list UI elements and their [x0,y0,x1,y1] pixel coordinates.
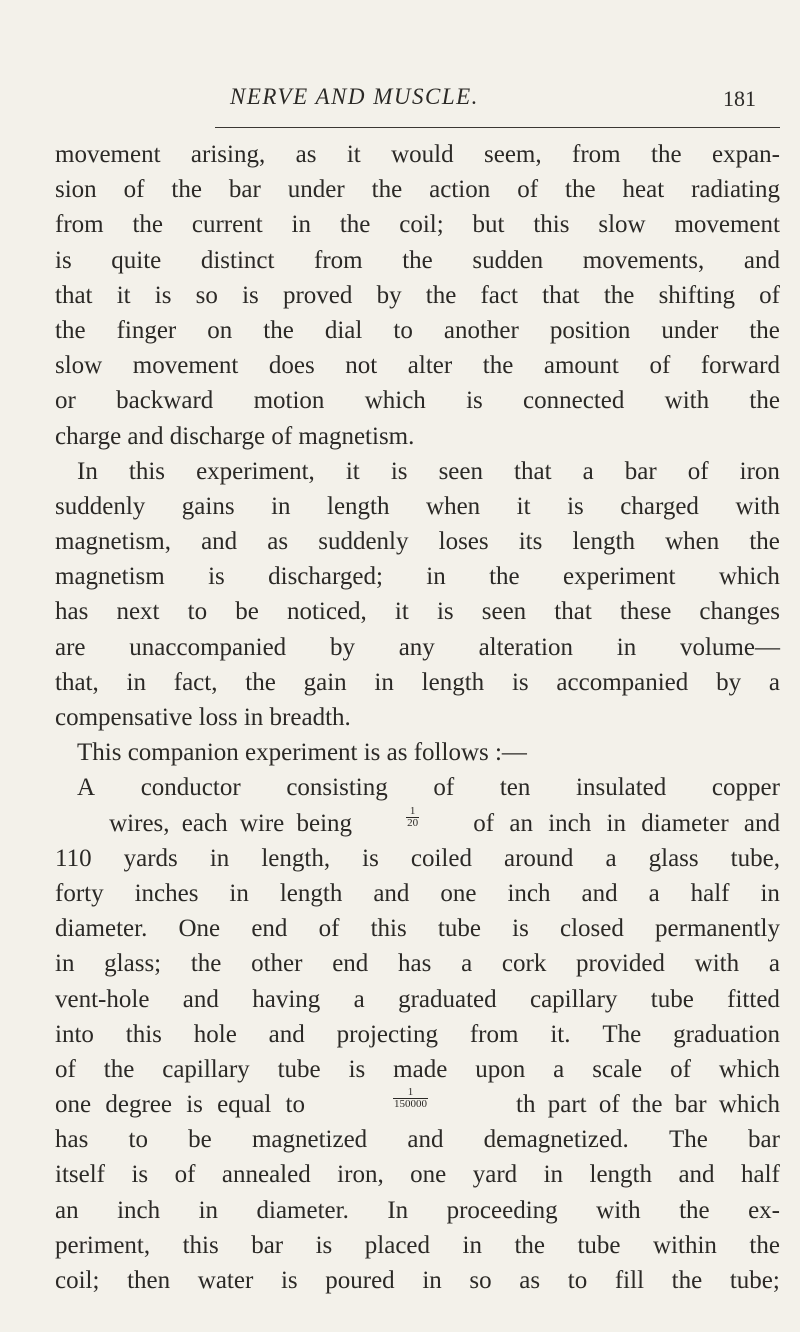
text-line-with-fraction [55,806,780,841]
text-line: an inch in diameter. In proceeding with the ex- [55,1196,780,1224]
text-line: In this experiment, it is seen that a bar of iron [77,457,780,485]
text-line-with-fraction [55,1087,780,1122]
fraction-denominator: 150000 [394,1098,427,1111]
text-line: forty inches in length and one inch and a half in [55,879,780,907]
header-rule [215,127,780,128]
page-number: 181 [723,86,756,111]
text-line: of the capillary tube is made upon a scale of which [55,1055,780,1083]
running-title: NERVE AND MUSCLE. [230,84,479,109]
fraction-numerator: 1 [406,806,419,818]
text-line: has to be magnetized and demagnetized. The bar [55,1126,780,1154]
text-line: sion of the bar under the action of the heat radiating [55,176,780,204]
text-line: itself is of annealed iron, one yard in length and half [55,1161,780,1189]
paragraph-end-line: compensative loss in breadth. [55,704,351,731]
text-line: or backward motion which is connected with the [55,387,780,415]
text-segment: th part of the bar which [516,1091,780,1119]
text-line: suddenly gains in length when it is charged with [55,492,780,520]
text-segment: of an inch in diameter and [473,809,780,837]
paragraph-line: This companion experiment is as follows :— [77,739,527,767]
text-segment: wires, each wire being [109,809,353,837]
text-line: 110 yards in length, is coiled around a glass tube, [55,844,780,872]
text-line: diameter. One end of this tube is closed permanently [55,915,780,943]
fraction-numerator: 1 [393,1087,428,1099]
text-line: coil; then water is poured in so as to fill the tube; [55,1267,780,1294]
text-line: in glass; the other end has a cork provided with a [55,950,780,978]
text-line: that, in fact, the gain in length is accompanied by a [55,668,780,696]
text-line: magnetism is discharged; in the experiment which [55,563,780,591]
text-line: are unaccompanied by any alteration in volume— [55,633,780,661]
text-line: into this hole and projecting from it. The graduation [55,1020,780,1048]
text-line: that it is so is proved by the fact that the shifting of [55,281,780,309]
text-line: magnetism, and as suddenly loses its length when the [55,528,780,556]
fraction-denominator: 20 [407,816,419,829]
text-line: movement arising, as it would seem, from the expan- [55,141,780,168]
body-text [55,137,780,1298]
fraction-one-150000th [393,1087,428,1122]
text-line: the finger on the dial to another position under the [55,316,780,344]
text-line: is quite distinct from the sudden movements, and [55,246,780,274]
fraction-one-twentieth [406,806,419,841]
text-segment: one degree is equal to [55,1091,305,1119]
text-line: slow movement does not alter the amount of forward [55,352,780,380]
text-line: from the current in the coil; but this slow movement [55,211,780,239]
paragraph-end-line: charge and discharge of magnetism. [55,422,415,450]
text-line: periment, this bar is placed in the tube within the [55,1231,780,1259]
text-line: has next to be noticed, it is seen that these changes [55,598,780,626]
text-line: vent-hole and having a graduated capillary tube fitted [55,985,780,1013]
text-line: A conductor consisting of ten insulated copper [77,774,780,802]
